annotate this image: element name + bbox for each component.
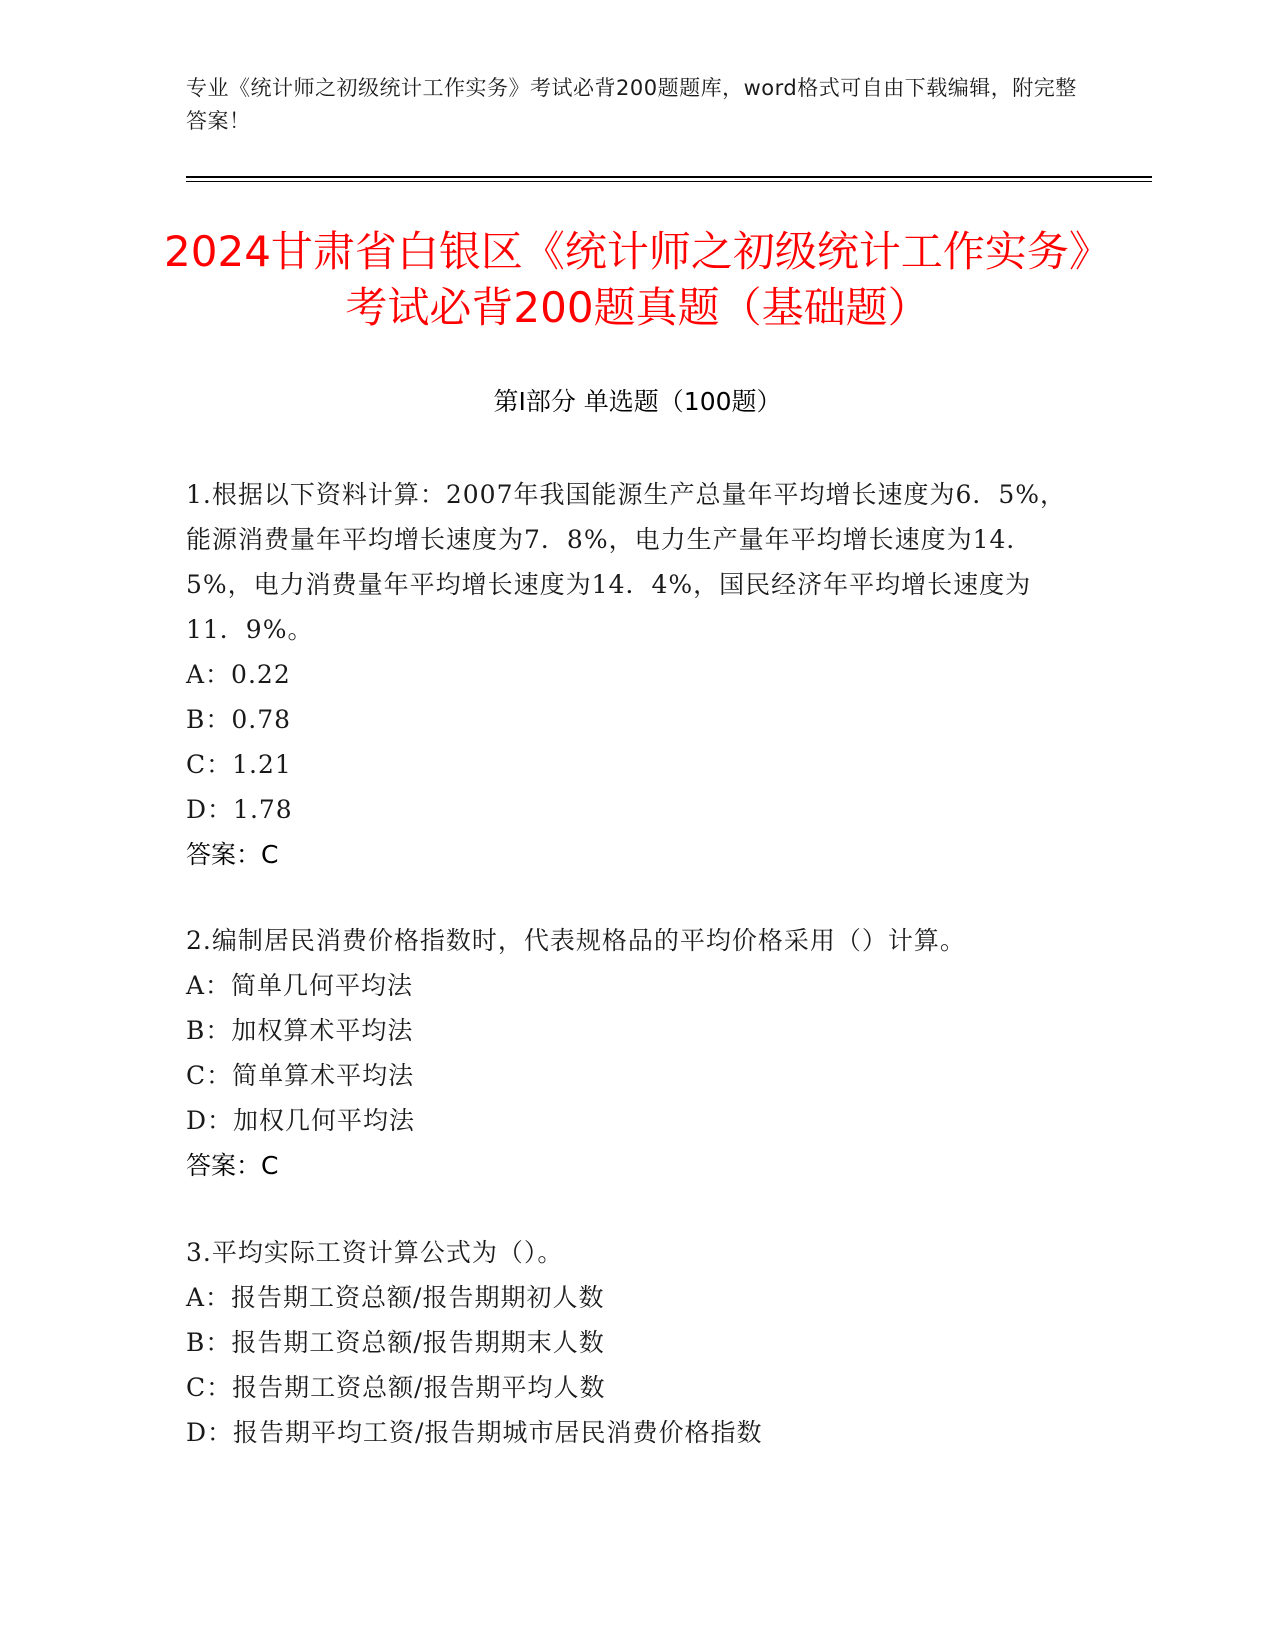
option-c: C：简单算术平均法	[186, 1061, 415, 1090]
option-d: D：报告期平均工资/报告期城市居民消费价格指数	[186, 1418, 763, 1447]
option-b: B：报告期工资总额/报告期期末人数	[186, 1328, 605, 1357]
question-2	[186, 918, 1086, 1188]
option-a: A：简单几何平均法	[186, 971, 414, 1000]
answer: 答案：C	[186, 840, 279, 869]
header-divider-thin	[186, 181, 1152, 182]
question-stem: 3.平均实际工资计算公式为（）。	[186, 1238, 564, 1267]
section-title: 第Ⅰ部分 单选题（100题）	[493, 387, 782, 416]
option-c: C：1.21	[186, 750, 292, 779]
document-title: 2024甘肃省白银区《统计师之初级统计工作实务》考试必背200题真题（基础题）	[164, 227, 1111, 332]
option-b: B：0.78	[186, 705, 292, 734]
option-b: B：加权算术平均法	[186, 1016, 414, 1045]
option-d: D：加权几何平均法	[186, 1106, 416, 1135]
header-divider-thick	[186, 176, 1152, 178]
question-stem: 2.编制居民消费价格指数时，代表规格品的平均价格采用（）计算。	[186, 926, 966, 955]
option-a: A：报告期工资总额/报告期期初人数	[186, 1283, 605, 1312]
option-c: C：报告期工资总额/报告期平均人数	[186, 1373, 606, 1402]
question-stem: 1.根据以下资料计算：2007年我国能源生产总量年平均增长速度为6．5%，能源消费量年平均增长速度为7．8%，电力生产量年平均增长速度为14．5%，电力消费量年平均增长速度为14．4%，国民经济年平均增长速度为11．9%。	[186, 480, 1067, 644]
question-1	[186, 472, 1086, 877]
option-a: A：0.22	[186, 660, 291, 689]
option-d: D：1.78	[186, 795, 293, 824]
header-note: 专业《统计师之初级统计工作实务》考试必背200题题库，word格式可自由下载编辑，附完整答案！	[186, 76, 1077, 133]
question-3	[186, 1230, 1086, 1455]
answer: 答案：C	[186, 1151, 279, 1180]
